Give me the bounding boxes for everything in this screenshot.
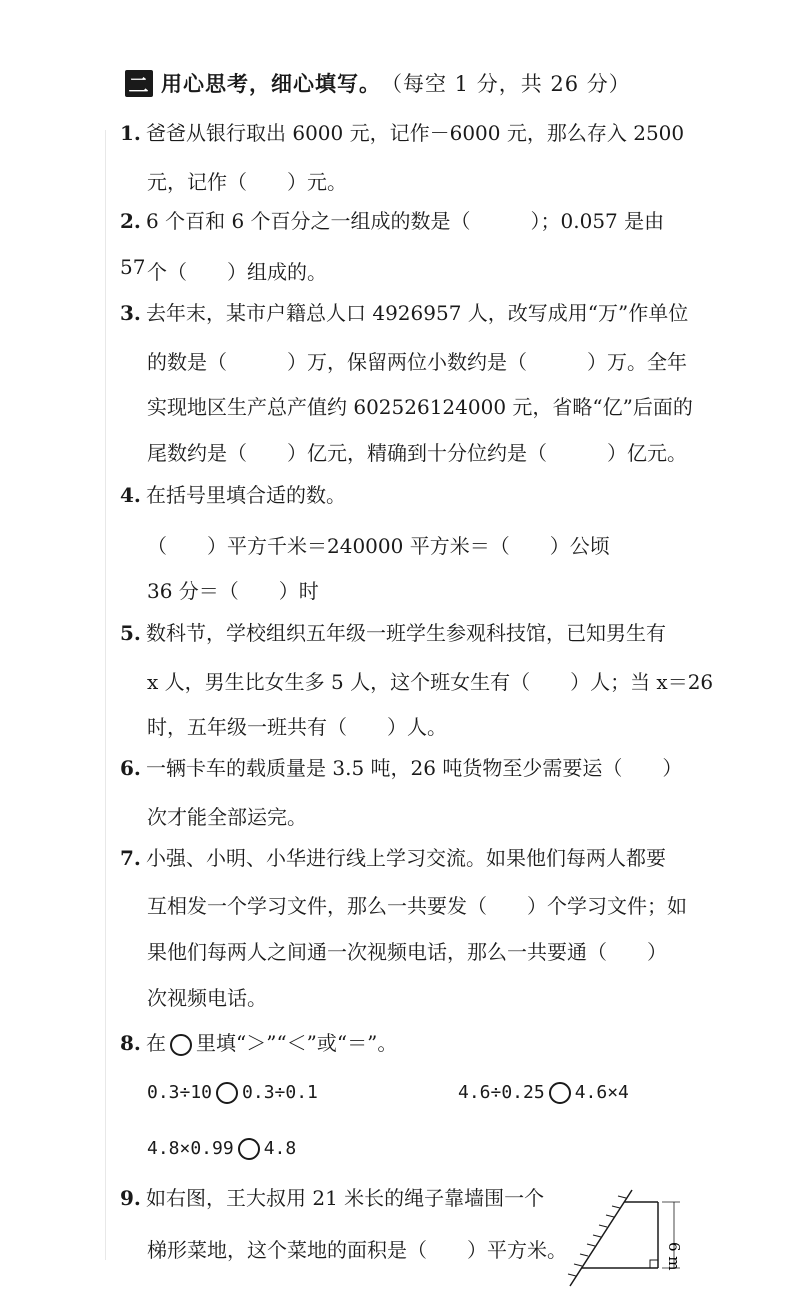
section-header — [125, 68, 631, 98]
compare-item-2 — [458, 1082, 629, 1104]
question-7-line-4: 次视频电话。 — [147, 986, 267, 1010]
compare-right: 0.3÷0.1 — [242, 1082, 318, 1103]
question-1-line-2: 元，记作（ ）元。 — [147, 170, 347, 194]
question-number: 2. — [120, 209, 141, 233]
question-number: 4. — [120, 483, 141, 507]
question-number: 5. — [120, 621, 141, 645]
compare-circle-input[interactable] — [238, 1138, 260, 1160]
compare-item-1 — [147, 1082, 318, 1104]
section-title: 用心思考，细心填写。 — [161, 71, 381, 96]
compare-right: 4.8 — [263, 1138, 297, 1159]
question-2-line-2: 个（ ）组成的。 — [147, 260, 327, 284]
question-5-line-2: x 人，男生比女生多 5 人，这个班女生有（ ）人；当 x＝26 — [147, 670, 714, 694]
question-3 — [120, 290, 690, 336]
question-3-line-3: 实现地区生产总产值约 602526124000 元，省略“亿”后面的 — [147, 395, 693, 419]
question-text-b: 里填“＞”“＜”或“＝”。 — [196, 1031, 398, 1055]
question-4-line-3: 36 分＝（ ）时 — [147, 579, 319, 603]
question-number: 1. — [120, 121, 141, 145]
question-9-line-2: 梯形菜地，这个菜地的面积是（ ）平方米。 — [147, 1238, 567, 1262]
question-7-line-2: 互相发一个学习文件，那么一共要发（ ）个学习文件；如 — [147, 894, 687, 918]
compare-left: 0.3÷10 — [147, 1082, 213, 1103]
question-3-line-4: 尾数约是（ ）亿元，精确到十分位约是（ ）亿元。 — [147, 441, 687, 465]
question-9 — [120, 1175, 560, 1221]
question-number: 8. — [120, 1031, 141, 1055]
question-text-a: 在 — [146, 1031, 166, 1055]
question-5-line-3: 时，五年级一班共有（ ）人。 — [147, 715, 447, 739]
compare-right: 4.6×4 — [574, 1082, 629, 1103]
question-text: 数科节，学校组织五年级一班学生参观科技馆，已知男生有 — [146, 621, 666, 645]
compare-circle-input[interactable] — [549, 1082, 571, 1104]
compare-left: 4.6÷0.25 — [458, 1082, 545, 1103]
trapezoid-figure — [560, 1180, 690, 1290]
question-7 — [120, 835, 690, 881]
margin-line — [105, 130, 106, 1260]
question-text: 如右图，王大叔用 21 米长的绳子靠墙围一个 — [146, 1186, 545, 1210]
question-number: 9. — [120, 1186, 141, 1210]
question-text: 在括号里填合适的数。 — [146, 483, 346, 507]
question-4-line-2: （ ）平方千米＝240000 平方米＝（ ）公顷 — [147, 534, 610, 558]
question-8 — [120, 1020, 690, 1066]
compare-circle-input[interactable] — [216, 1082, 238, 1104]
question-4 — [120, 472, 690, 518]
question-text: 小强、小明、小华进行线上学习交流。如果他们每两人都要 — [146, 846, 666, 870]
question-1 — [120, 110, 690, 156]
section-score-note: （每空 1 分，共 26 分） — [381, 72, 631, 96]
question-3-line-2: 的数是（ ）万，保留两位小数约是（ ）万。全年 — [147, 350, 687, 374]
compare-item-3 — [147, 1138, 296, 1160]
figure-height-label: 6 m — [665, 1242, 683, 1271]
question-7-line-3: 果他们每两人之间通一次视频电话，那么一共要通（ ） — [147, 940, 667, 964]
question-text: 6 个百和 6 个百分之一组成的数是（ ）；0.057 是由 57 — [120, 209, 665, 279]
question-text: 一辆卡车的载质量是 3.5 吨，26 吨货物至少需要运（ ） — [146, 756, 683, 780]
question-6-line-2: 次才能全部运完。 — [147, 805, 307, 829]
question-number: 3. — [120, 301, 141, 325]
section-number: 二 — [125, 70, 153, 97]
question-number: 6. — [120, 756, 141, 780]
question-5 — [120, 610, 690, 656]
question-number: 7. — [120, 846, 141, 870]
question-6 — [120, 745, 690, 791]
circle-icon — [170, 1034, 192, 1056]
question-text: 爸爸从银行取出 6000 元，记作－6000 元，那么存入 2500 — [146, 121, 685, 145]
compare-left: 4.8×0.99 — [147, 1138, 234, 1159]
question-text: 去年末，某市户籍总人口 4926957 人，改写成用“万”作单位 — [146, 301, 689, 325]
